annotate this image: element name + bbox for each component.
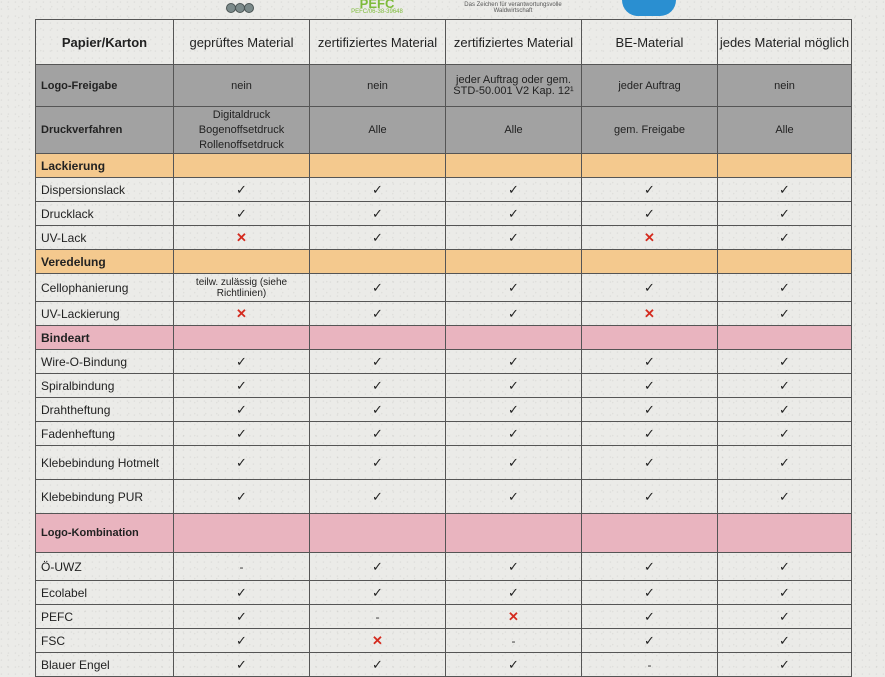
cell: nein [174, 65, 310, 107]
check-icon: ✓ [582, 274, 718, 302]
check-icon: ✓ [446, 274, 582, 302]
check-icon: ✓ [582, 553, 718, 581]
cell: jeder Auftrag oder gem. STD-50.001 V2 Kap. 12¹ [446, 65, 582, 107]
material-matrix-table [35, 19, 852, 677]
row-draht [36, 398, 852, 422]
row-wire-o [36, 350, 852, 374]
row-uv-lack [36, 226, 852, 250]
check-icon: ✓ [310, 553, 446, 581]
row-uv-lackierung [36, 302, 852, 326]
header-col-3: zertifiziertes Material [446, 20, 582, 65]
cell: nein [310, 65, 446, 107]
check-icon: ✓ [446, 398, 582, 422]
row-label: Klebebindung PUR [36, 480, 174, 514]
row-label: Druckverfahren [36, 107, 174, 154]
check-icon: ✓ [174, 202, 310, 226]
row-label: PEFC [36, 605, 174, 629]
section-veredelung [36, 250, 852, 274]
check-icon: ✓ [718, 350, 852, 374]
check-icon: ✓ [310, 398, 446, 422]
row-fsc [36, 629, 852, 653]
cell: Digitaldruck Bogenoffsetdruck Rollenoffsetdruck [174, 107, 310, 154]
check-icon: ✓ [174, 422, 310, 446]
check-icon: ✓ [582, 374, 718, 398]
row-label: Klebebindung Hotmelt [36, 446, 174, 480]
check-icon: ✓ [174, 605, 310, 629]
check-icon: ✓ [718, 446, 852, 480]
check-icon: ✓ [446, 653, 582, 677]
check-icon: ✓ [718, 374, 852, 398]
check-icon: ✓ [582, 629, 718, 653]
umweltzeichen-icon [226, 3, 256, 13]
blauer-engel-logo [581, 0, 717, 19]
check-icon: ✓ [310, 422, 446, 446]
check-icon: ✓ [310, 653, 446, 677]
cell: Alle [718, 107, 852, 154]
check-icon: ✓ [446, 302, 582, 326]
dash-mark: - [582, 653, 718, 677]
row-label: Fadenheftung [36, 422, 174, 446]
section-title: Veredelung [36, 250, 174, 274]
row-cellophanierung [36, 274, 852, 302]
check-icon: ✓ [174, 398, 310, 422]
row-label: Ecolabel [36, 581, 174, 605]
pefc-logo-text: PEFC [359, 0, 395, 11]
check-icon: ✓ [446, 178, 582, 202]
check-icon: ✓ [310, 350, 446, 374]
check-icon: ✓ [582, 446, 718, 480]
row-dispersionslack [36, 178, 852, 202]
check-icon: ✓ [718, 629, 852, 653]
check-icon: ✓ [582, 581, 718, 605]
row-blauer-engel [36, 653, 852, 677]
check-icon: ✓ [310, 226, 446, 250]
pefc-logo [309, 0, 445, 19]
check-icon: ✓ [310, 581, 446, 605]
check-icon: ✓ [446, 226, 582, 250]
check-icon: ✓ [446, 581, 582, 605]
check-icon: ✓ [174, 374, 310, 398]
fsc-logo-text: Das Zeichen für verantwortungsvolle Waldwirtschaft [464, 2, 562, 14]
check-icon: ✓ [582, 480, 718, 514]
check-icon: ✓ [446, 480, 582, 514]
header-col-1: geprüftes Material [174, 20, 310, 65]
logo-freigabe-row [36, 65, 852, 107]
check-icon: ✓ [174, 178, 310, 202]
check-icon: ✓ [446, 374, 582, 398]
cell: jeder Auftrag [582, 65, 718, 107]
row-spiral [36, 374, 852, 398]
header-col-4: BE-Material [582, 20, 718, 65]
section-lackierung [36, 154, 852, 178]
row-label: Cellophanierung [36, 274, 174, 302]
row-klebe-pur [36, 480, 852, 514]
check-icon: ✓ [582, 178, 718, 202]
header-label: Papier/Karton [36, 20, 174, 65]
fsc-logo [445, 0, 581, 19]
cross-icon: ✕ [582, 302, 718, 326]
check-icon: ✓ [310, 374, 446, 398]
check-icon: ✓ [446, 202, 582, 226]
check-icon: ✓ [174, 629, 310, 653]
cell: Alle [310, 107, 446, 154]
check-icon: ✓ [718, 274, 852, 302]
check-icon: ✓ [174, 350, 310, 374]
row-label: UV-Lack [36, 226, 174, 250]
row-pefc [36, 605, 852, 629]
section-title: Logo-Kombination [36, 514, 174, 553]
section-logo-kombination [36, 514, 852, 553]
row-faden [36, 422, 852, 446]
row-label: Logo-Freigabe [36, 65, 174, 107]
row-label: Ö-UWZ [36, 553, 174, 581]
dash-mark: - [310, 605, 446, 629]
cross-icon: ✕ [446, 605, 582, 629]
cell: Alle [446, 107, 582, 154]
cross-icon: ✕ [174, 302, 310, 326]
row-label: Spiralbindung [36, 374, 174, 398]
umweltzeichen-logo [173, 0, 309, 19]
cross-icon: ✕ [582, 226, 718, 250]
check-icon: ✓ [582, 350, 718, 374]
druckverfahren-row [36, 107, 852, 154]
check-icon: ✓ [582, 422, 718, 446]
check-icon: ✓ [718, 422, 852, 446]
check-icon: ✓ [718, 226, 852, 250]
check-icon: ✓ [310, 480, 446, 514]
check-icon: ✓ [174, 653, 310, 677]
section-bindeart [36, 326, 852, 350]
row-ouwz [36, 553, 852, 581]
row-label: Drahtheftung [36, 398, 174, 422]
blauer-engel-icon [622, 0, 676, 16]
check-icon: ✓ [718, 480, 852, 514]
cross-icon: ✕ [310, 629, 446, 653]
row-label: UV-Lackierung [36, 302, 174, 326]
empty-logo-cell [717, 0, 851, 19]
check-icon: ✓ [446, 446, 582, 480]
check-icon: ✓ [174, 480, 310, 514]
section-title: Bindeart [36, 326, 174, 350]
check-icon: ✓ [718, 302, 852, 326]
header-row [36, 20, 852, 65]
check-icon: ✓ [174, 446, 310, 480]
section-title: Lackierung [36, 154, 174, 178]
dash-mark: - [446, 629, 582, 653]
row-label: Drucklack [36, 202, 174, 226]
check-icon: ✓ [718, 178, 852, 202]
check-icon: ✓ [718, 202, 852, 226]
cross-icon: ✕ [174, 226, 310, 250]
cell: gem. Freigabe [582, 107, 718, 154]
header-col-5: jedes Material möglich [718, 20, 852, 65]
row-drucklack [36, 202, 852, 226]
check-icon: ✓ [446, 553, 582, 581]
check-icon: ✓ [174, 581, 310, 605]
cell-note: teilw. zulässig (siehe Richtlinien) [174, 274, 310, 302]
check-icon: ✓ [718, 398, 852, 422]
check-icon: ✓ [718, 605, 852, 629]
row-label: Dispersionslack [36, 178, 174, 202]
check-icon: ✓ [718, 653, 852, 677]
check-icon: ✓ [310, 446, 446, 480]
pefc-logo-sub: PEFC/06-38-39648 [351, 9, 403, 15]
check-icon: ✓ [446, 422, 582, 446]
check-icon: ✓ [718, 553, 852, 581]
check-icon: ✓ [582, 398, 718, 422]
check-icon: ✓ [310, 178, 446, 202]
check-icon: ✓ [310, 202, 446, 226]
row-label: Blauer Engel [36, 653, 174, 677]
check-icon: ✓ [310, 302, 446, 326]
row-label: Wire-O-Bindung [36, 350, 174, 374]
check-icon: ✓ [310, 274, 446, 302]
dash-mark: - [174, 553, 310, 581]
check-icon: ✓ [582, 605, 718, 629]
logo-strip [35, 0, 851, 19]
cell: nein [718, 65, 852, 107]
row-ecolabel [36, 581, 852, 605]
check-icon: ✓ [718, 581, 852, 605]
row-label: FSC [36, 629, 174, 653]
header-col-2: zertifiziertes Material [310, 20, 446, 65]
row-klebe-hotmelt [36, 446, 852, 480]
check-icon: ✓ [446, 350, 582, 374]
check-icon: ✓ [582, 202, 718, 226]
